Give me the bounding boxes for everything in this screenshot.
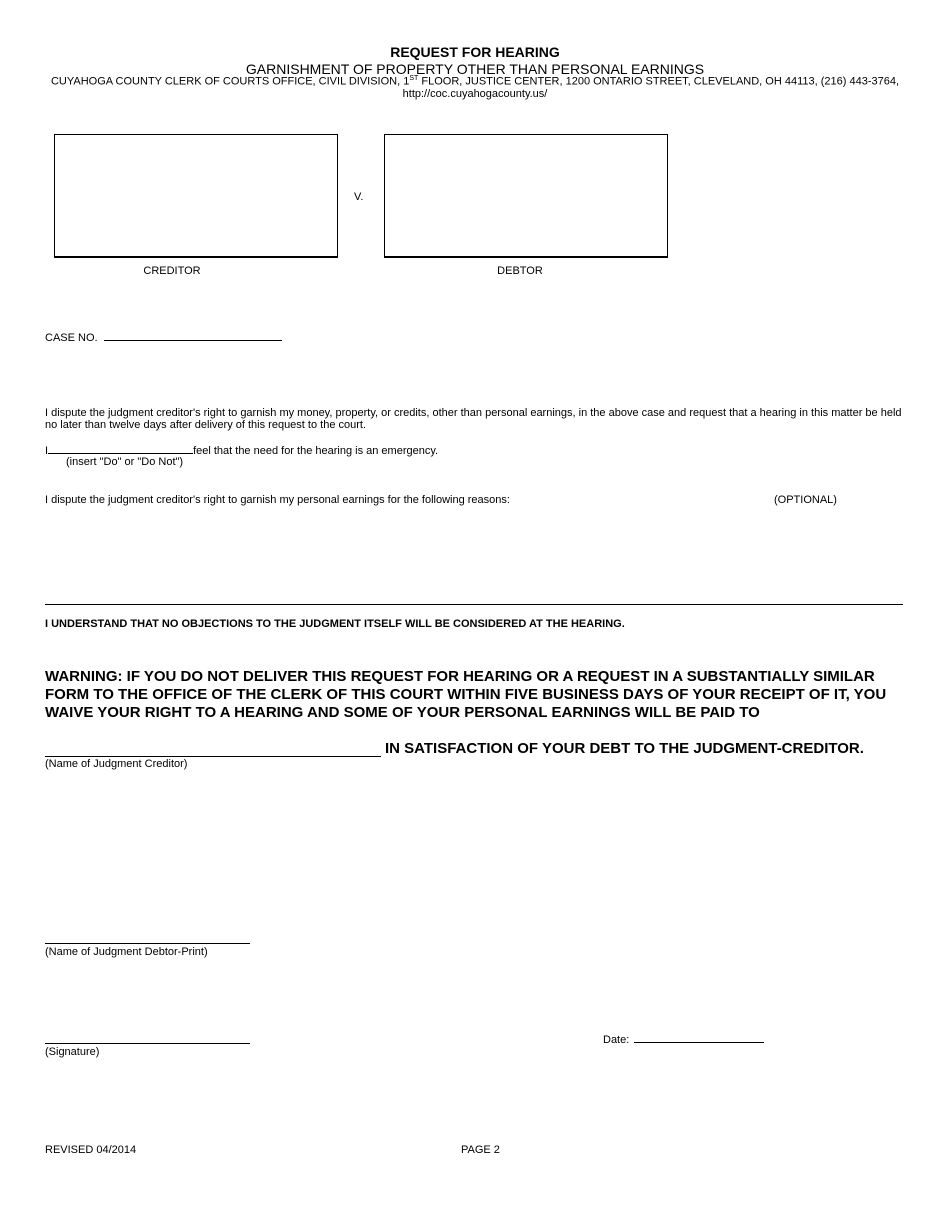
judgment-creditor-name-field[interactable]	[45, 740, 381, 757]
optional-label: (OPTIONAL)	[774, 494, 837, 506]
emergency-prefix: I	[45, 445, 49, 457]
versus-label: V.	[354, 191, 364, 203]
address-superscript: ST	[409, 75, 419, 82]
page-number: PAGE 2	[461, 1144, 500, 1156]
emergency-field[interactable]	[48, 444, 193, 454]
warning-text: WARNING: IF YOU DO NOT DELIVER THIS REQUEST FOR HEARING OR A REQUEST IN A SUBSTANTIALLY SIMILAR FORM TO THE OFFICE OF THE CLERK OF THIS COURT WITHIN FIVE BUSINESS DAYS OF YOUR RECEIPT OF IT, YOU WAIVE YOUR RIGHT TO A HEARING AND SOME OF YOUR PERSONAL EARNINGS WILL BE PAID TO	[45, 668, 887, 721]
form-title: REQUEST FOR HEARING	[390, 44, 560, 60]
clerk-url: http://coc.cuyahogacounty.us/	[402, 88, 548, 100]
understand-statement: I UNDERSTAND THAT NO OBJECTIONS TO THE JUDGMENT ITSELF WILL BE CONSIDERED AT THE HEARING.	[45, 618, 625, 630]
address-start: CUYAHOGA COUNTY CLERK OF COURTS OFFICE, CIVIL DIVISION, 1	[50, 75, 410, 88]
debtor-print-name-field[interactable]	[45, 943, 250, 944]
satisfaction-text: IN SATISFACTION OF YOUR DEBT TO THE JUDGMENT-CREDITOR.	[385, 740, 864, 757]
date-field[interactable]	[634, 1033, 764, 1043]
signature-field[interactable]	[45, 1043, 250, 1044]
dispute-earnings-text: I dispute the judgment creditor's right to garnish my personal earnings for the following reasons:	[45, 494, 510, 506]
creditor-box[interactable]	[54, 134, 338, 258]
form-subtitle: GARNISHMENT OF PROPERTY OTHER THAN PERSONAL EARNINGS	[245, 61, 705, 77]
creditor-name-label: (Name of Judgment Creditor)	[45, 758, 188, 770]
date-row	[603, 1033, 764, 1046]
case-number-field[interactable]	[104, 331, 282, 341]
dispute-property-text: I dispute the judgment creditor's right to garnish my money, property, or credits, other than personal earnings, in the above case and request that a hearing in this matter be held no later than twelve days after delivery of this request to the court.	[45, 407, 902, 431]
reasons-field[interactable]	[45, 510, 903, 600]
debtor-box[interactable]	[384, 134, 668, 258]
signature-label: (Signature)	[45, 1046, 100, 1058]
emergency-hint: (insert "Do" or "Do Not")	[66, 456, 184, 468]
address-end: FLOOR, JUSTICE CENTER, 1200 ONTARIO STREET, CLEVELAND, OH 44113, (216) 443-3764,	[418, 75, 900, 88]
debtor-label: DEBTOR	[497, 265, 543, 277]
reasons-divider	[45, 604, 903, 605]
emergency-suffix: feel that the need for the hearing is an emergency.	[193, 445, 439, 457]
case-number-label: CASE NO.	[45, 332, 98, 344]
date-label: Date:	[603, 1034, 630, 1046]
debtor-print-name-label: (Name of Judgment Debtor-Print)	[45, 946, 208, 958]
clerk-address	[0, 75, 950, 88]
creditor-label: CREDITOR	[143, 265, 201, 277]
case-number-row	[45, 331, 282, 344]
revised-date: REVISED 04/2014	[45, 1144, 137, 1156]
